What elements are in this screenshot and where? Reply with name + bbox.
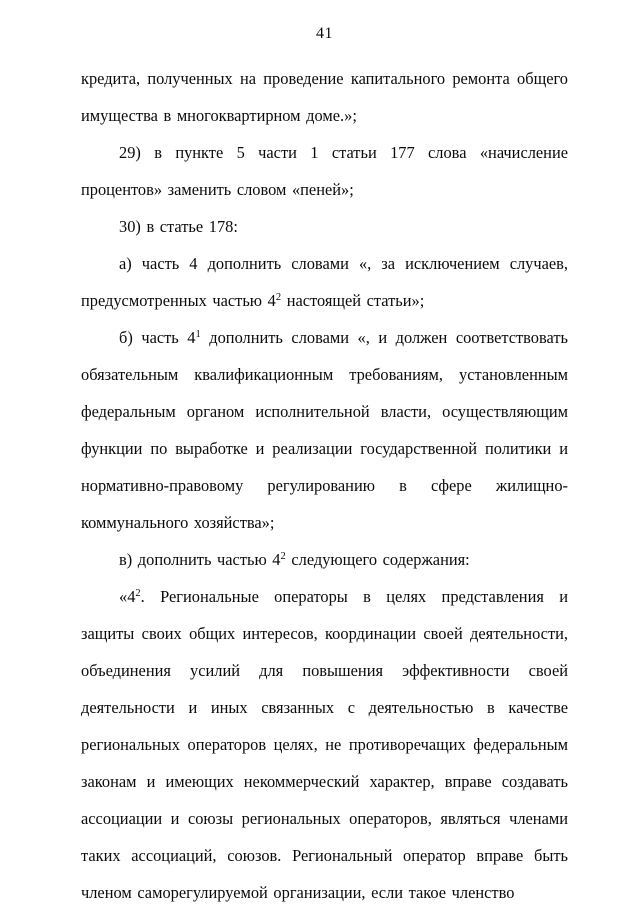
- text-run: настоящей статьи»;: [281, 291, 425, 310]
- text-run: 30) в статье 178:: [119, 217, 238, 236]
- text-run: в) дополнить частью 4: [119, 550, 281, 569]
- text-run: б) часть 4: [119, 328, 196, 347]
- superscript: 2: [280, 551, 286, 562]
- text-run: а) часть 4 дополнить словами «, за исключением случаев, предусмотренных частью 4: [81, 254, 568, 310]
- paragraph: [81, 578, 568, 905]
- text-run: . Региональные операторы в целях представления и защиты своих общих интересов, координации своей деятельности, объединения усилий для повышения эффективности своей деятельности и иных связанных с деятельностью в качестве региональных операторов целях, не противоречащих федеральным законам и имеющих некоммерческий характер, вправе создавать ассоциации и союзы региональных операторов, являться членами таких ассоциаций, союзов. Региональный оператор вправе быть членом саморегулируемой организации, если такое членство: [81, 587, 568, 902]
- superscript: 2: [135, 588, 141, 599]
- page-number: 41: [316, 25, 333, 42]
- superscript: 2: [275, 292, 282, 303]
- superscript: 1: [195, 329, 201, 340]
- paragraph: [81, 541, 568, 578]
- text-run: 29) в пункте 5 части 1 статьи 177 слова «начисление процентов» заменить словом «пеней»;: [81, 143, 568, 199]
- text-run: дополнить словами «, и должен соответствовать обязательным квалификационным требованиям, установленным федеральным органом исполнительной власти, осуществляющим функции по выработке и реализации государственной политики и нормативно-правовому регулированию в сфере жилищно-коммунального хозяйства»;: [81, 328, 568, 532]
- paragraph: [81, 319, 568, 541]
- text-run: кредита, полученных на проведение капитального ремонта общего имущества в многоквартирном доме.»;: [81, 69, 568, 125]
- text-run: следующего содержания:: [285, 550, 470, 569]
- paragraph: [81, 134, 568, 208]
- paragraph: [81, 60, 568, 134]
- text-run: «4: [119, 587, 136, 606]
- paragraph: [81, 245, 568, 319]
- paragraph: [81, 208, 568, 245]
- document-body: [81, 60, 568, 905]
